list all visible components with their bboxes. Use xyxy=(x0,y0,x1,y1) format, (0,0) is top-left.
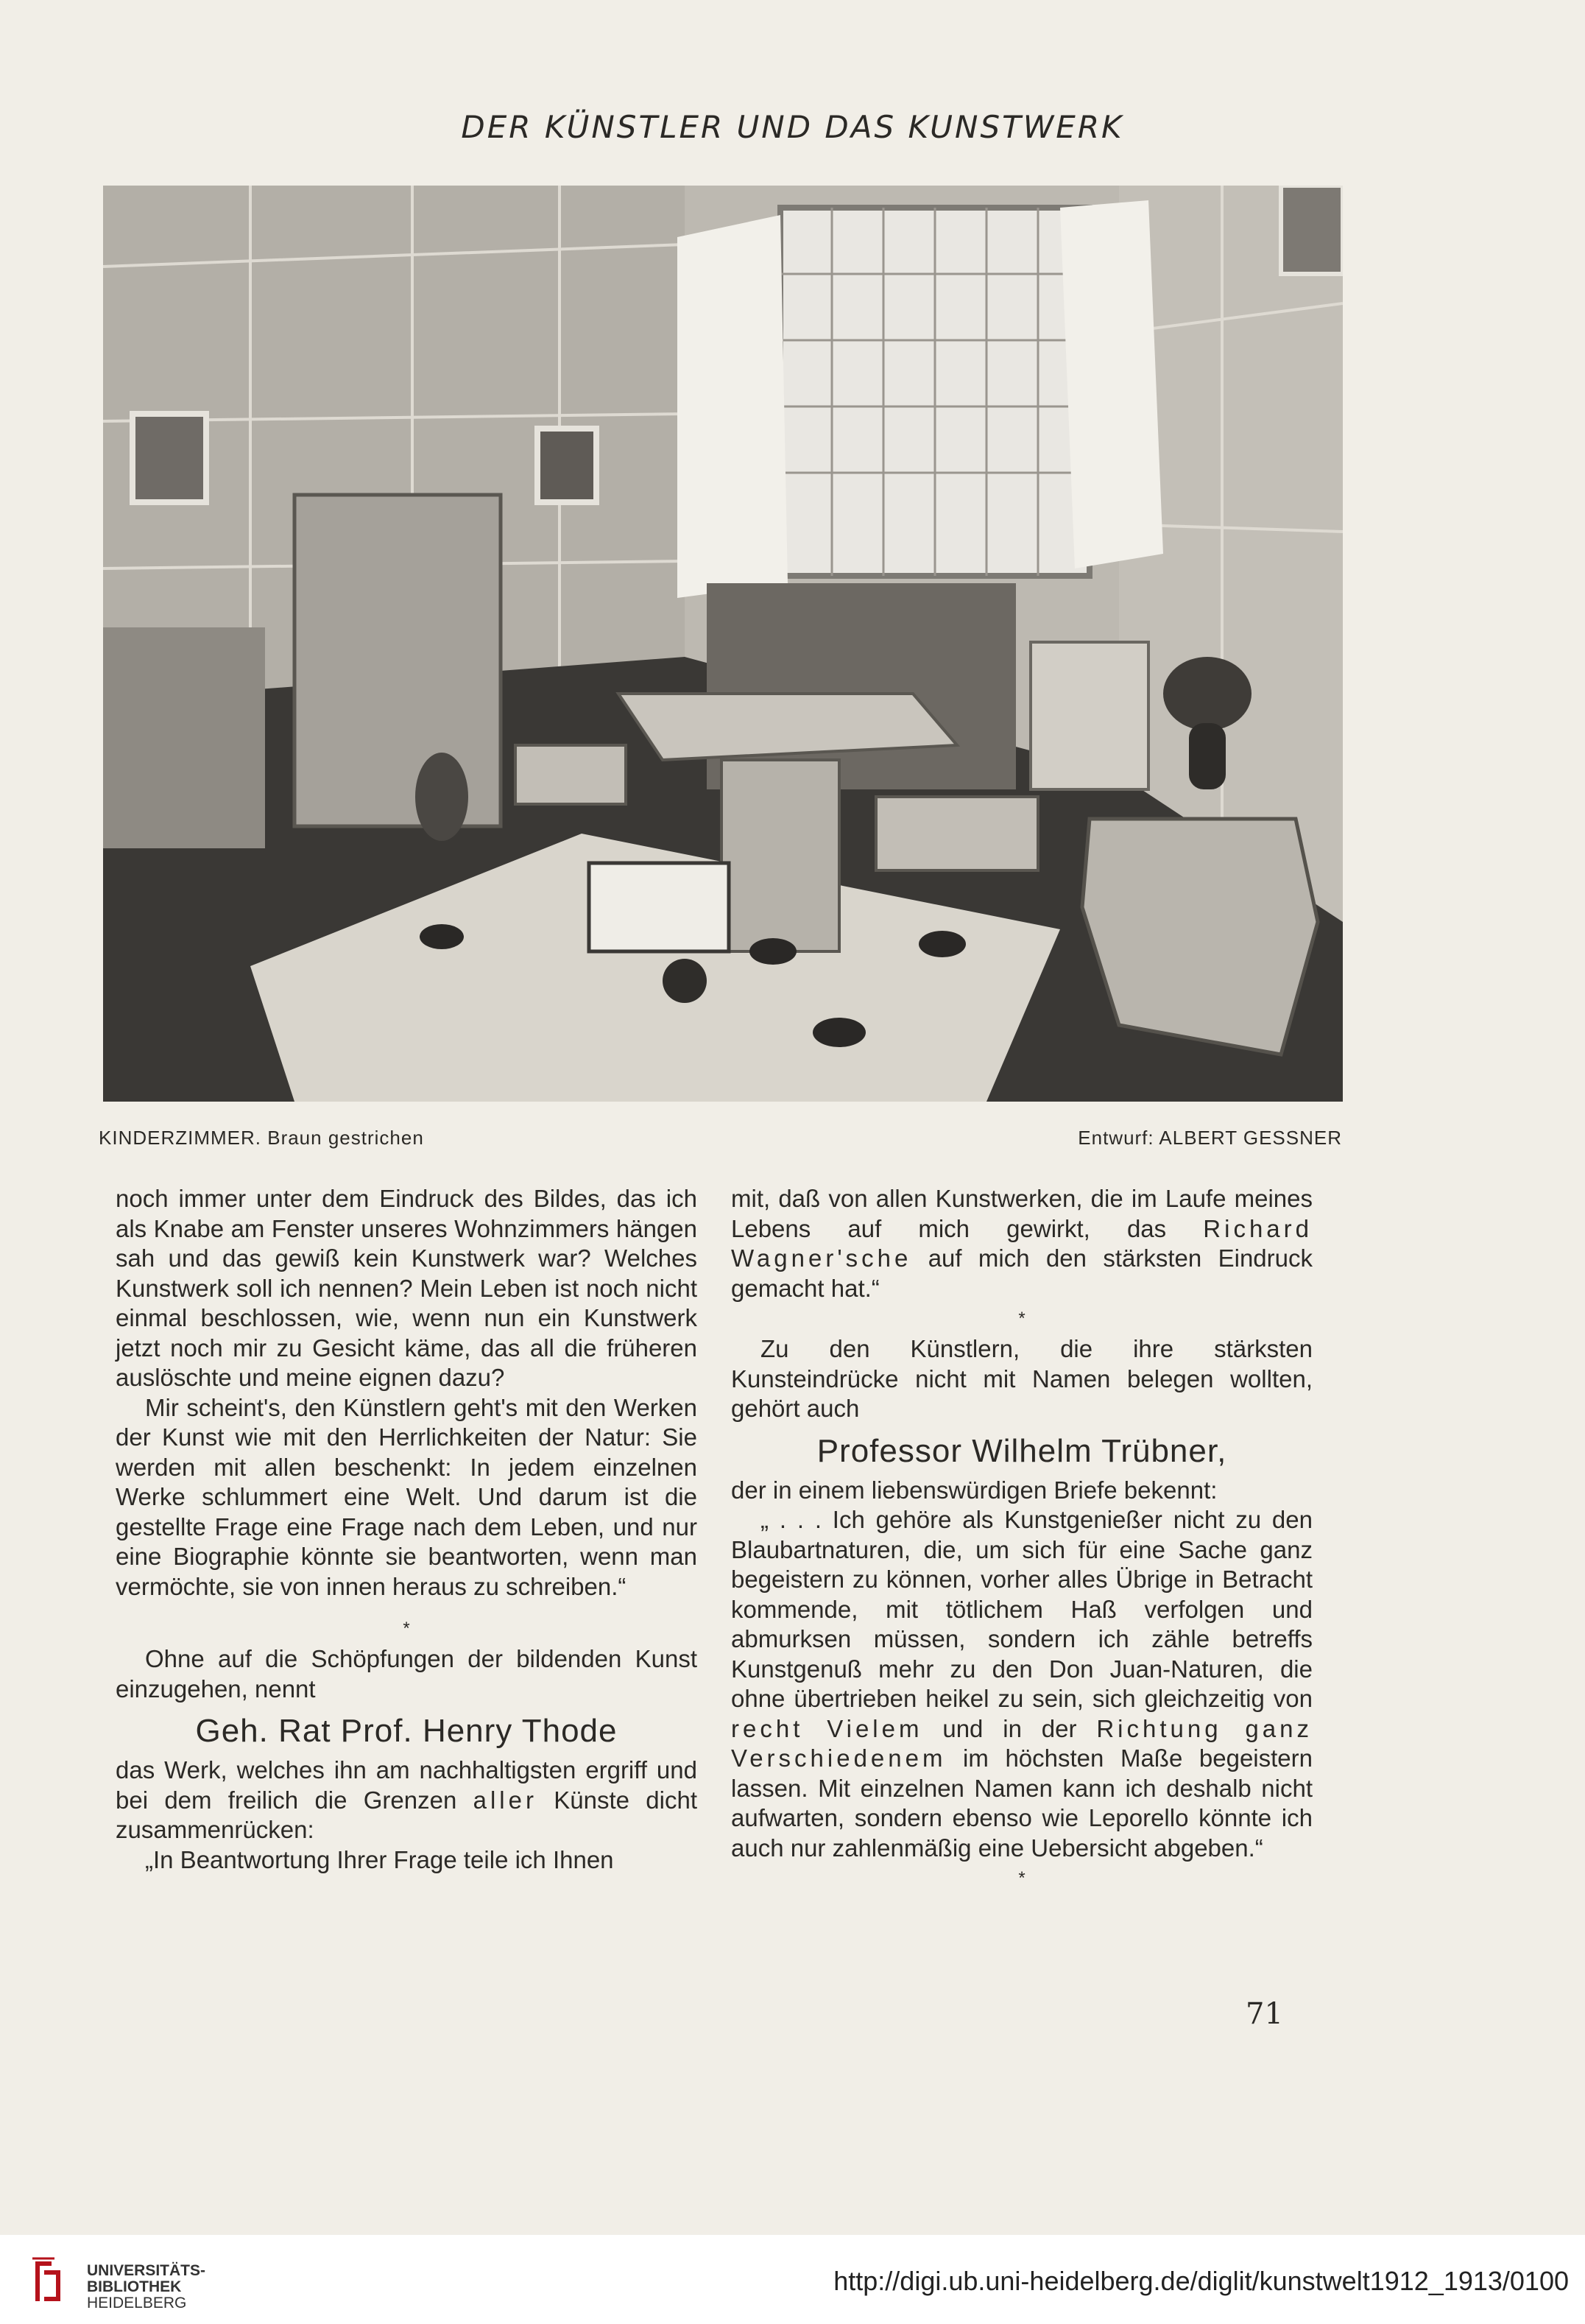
picture-frame-stork xyxy=(133,414,206,502)
paragraph: noch immer unter dem Eindruck des Bildes, das ich als Knabe am Fenster unseres Wohnzimmers hängen sah und das gewiß kein Kunstwerk war? Welches Kunstwerk soll ich nennen? Mein Leben ist noch nicht einmal beschlossen, wie, wenn nun ein Kunstwerk jetzt noch mir zu Gesicht käme, das all die früheren auslöschte und meine eignen dazu? xyxy=(116,1185,697,1391)
library-name-line: HEIDELBERG xyxy=(87,2295,187,2311)
radiator xyxy=(1031,642,1148,789)
library-logo-icon xyxy=(29,2256,66,2307)
paragraph xyxy=(731,1184,1313,1303)
section-divider-star: * xyxy=(1018,1868,1026,1888)
text-run: und in der xyxy=(922,1714,1097,1742)
paragraph: Zu den Künstlern, die ihre stärksten Kunsteindrücke nicht mit Namen belegen wollten, gehört auch xyxy=(731,1335,1313,1422)
rug-emblem xyxy=(749,938,797,965)
paragraph: Mir scheint's, den Künstlern geht's mit den Werken der Kunst wie mit den Herrlichkeiten der Natur: Sie werden mit allen beschenkt: In jedem einzelnen Werke schlummert eine Welt. Und darum ist die gestellte Frage eine Frage nach dem Leben, und nur eine Biographie könnte sie beantworten, wenn man vermöchte, sie von innen heraus zu schreiben.“ xyxy=(116,1393,697,1600)
library-name-line: BIBLIOTHEK xyxy=(87,2278,182,2295)
rug-emblem xyxy=(919,931,966,957)
picture-frame-portrait xyxy=(537,429,596,502)
section-divider-star: * xyxy=(403,1619,410,1638)
library-name-line: UNIVERSITÄTS- xyxy=(87,2262,206,2279)
right-text-column xyxy=(731,1184,1313,1894)
photo-illustration xyxy=(103,186,1343,1102)
paragraph: „In Beantwortung Ihrer Frage teile ich Ihnen xyxy=(145,1845,614,1873)
photo-caption-title: KINDERZIMMER. Braun gestrichen xyxy=(99,1127,424,1149)
permalink-url[interactable]: http://digi.ub.uni-heidelberg.de/diglit/kunstwelt1912_1913/0100 xyxy=(833,2266,1569,2296)
paragraph xyxy=(731,1505,1313,1863)
section-heading-truebner: Professor Wilhelm Trübner, xyxy=(816,1432,1227,1469)
text-run: im höchsten Maße begeistern lassen. Mit einzelnen Namen kann ich deshalb nicht aufwarten, sondern ebenso wie Leporello könnte ich auch nur zahlenmäßig eine Uebersicht abgeben.“ xyxy=(731,1744,1313,1862)
table-pedestal xyxy=(721,760,839,951)
toy-cart xyxy=(589,863,729,951)
rug-emblem xyxy=(420,924,464,949)
library-name xyxy=(87,2263,205,2311)
doll xyxy=(415,753,468,841)
rug-emblem xyxy=(813,1018,866,1047)
spaced-text: Richtung ganz Verschiedenem xyxy=(731,1714,1313,1772)
flower-bouquet xyxy=(1163,657,1252,730)
running-head: DER KÜNSTLER UND DAS KUNSTWERK xyxy=(461,109,1124,145)
section-divider-star: * xyxy=(1018,1309,1026,1328)
library-footer xyxy=(0,2235,1585,2324)
cart-wheel xyxy=(663,959,707,1003)
spaced-text: recht Vielem xyxy=(731,1714,923,1742)
text-run: mit, daß von allen Kunstwerken, die im Laufe meines Lebens auf mich gewirkt, das xyxy=(731,1185,1313,1242)
text-run: Künste dicht zusammenrücken: xyxy=(116,1786,697,1843)
text-run: „ . . . Ich gehöre als Kunstgenießer nicht zu den Blaubartnaturen, die, um sich für eine Sache ganz begeistern zu können, vorher alles Übrige in Betracht kommende, mit tötlichem Haß verfolgen und abmurksen müssen, sondern ich zähle betreffs Kunstgenuß mehr zu den Don Juan-Naturen, die ohne übertrieben heikel zu sein, sich gleichzeitig von xyxy=(731,1506,1313,1712)
spaced-text: aller xyxy=(473,1786,537,1814)
paragraph: der in einem liebenswürdigen Briefe bekennt: xyxy=(731,1476,1218,1504)
chair-left xyxy=(515,745,626,804)
corner-cabinet xyxy=(1082,819,1318,1054)
picture-frame-house xyxy=(1281,186,1343,274)
chair-right xyxy=(876,797,1038,870)
paragraph: Ohne auf die Schöpfungen der bildenden Kunst einzugehen, nennt xyxy=(116,1645,697,1702)
left-curtain xyxy=(677,215,788,598)
vase xyxy=(1189,723,1226,789)
text-run: das Werk, welches ihn am nachhaltigsten ergriff und bei dem freilich die Grenzen xyxy=(116,1756,697,1814)
toy-shelf xyxy=(103,627,265,848)
text-run: auf mich den stärksten Eindruck gemacht hat.“ xyxy=(731,1244,1313,1302)
spaced-text: Richard Wagner'sche xyxy=(731,1214,1313,1272)
photo-caption-credit: Entwurf: ALBERT GESSNER xyxy=(1078,1127,1342,1149)
toy-cabinet xyxy=(294,495,501,826)
right-curtain xyxy=(1060,200,1163,568)
page-number: 71 xyxy=(1246,1997,1283,2031)
section-heading-thode: Geh. Rat Prof. Henry Thode xyxy=(195,1713,618,1749)
left-text-column xyxy=(116,1184,697,1875)
photograph-childrens-room xyxy=(103,186,1343,1102)
paragraph xyxy=(116,1756,697,1845)
